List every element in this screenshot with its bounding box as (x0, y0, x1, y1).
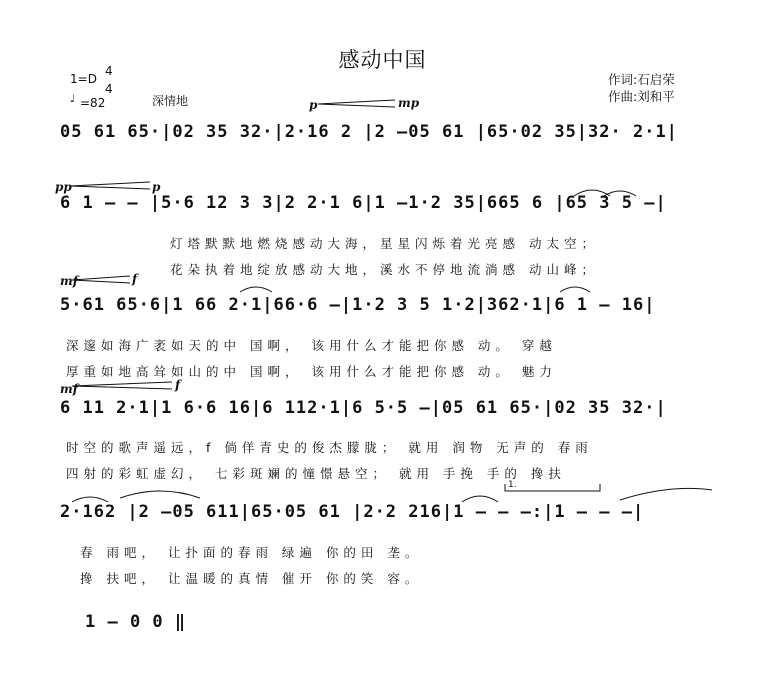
tempo-marking: =82 (80, 96, 106, 110)
lyricist-credit: 作词:石启荣 (608, 72, 675, 87)
music-line-2: 6 1 – – |5·6 12 3 3|2 2·1 6|1 –1·2 35|665 6 |65 3 5 –| (60, 193, 667, 213)
music-line-6: 1 – 0 0 ‖ (85, 612, 187, 632)
lyrics-line: 灯塔默默地燃烧感动大海，星星闪烁着光亮感 动太空； (170, 236, 599, 251)
volta-label: 1. (508, 480, 517, 490)
dynamic-marking: pp (55, 180, 72, 194)
dynamic-marking: mf (60, 382, 78, 396)
dynamic-marking: p (309, 98, 318, 112)
lyrics-line: 搀 扶吧， 让温暖的真情 催开 你的笑 容。 (80, 571, 423, 586)
dynamic-marking: p (152, 180, 161, 194)
key-signature: 1=D (70, 72, 97, 86)
music-line-5: 2·162 |2 –05 611|65·05 61 |2·2 216|1 – – –:|1 – – –| (60, 502, 645, 522)
expression-marking: 深情地 (152, 94, 189, 108)
music-line-1: 05 61 65·|02 35 32·|2·16 2 |2 –05 61 |65·02 35|32· 2·1| (60, 122, 678, 142)
lyrics-line: 厚重如地高耸如山的中 国啊， 该用什么才能把你感 动。 魅力 (66, 364, 557, 379)
music-line-4: 6 11 2·1|1 6·6 16|6 112·1|6 5·5 –|05 61 65·|02 35 32·| (60, 398, 667, 418)
lyrics-line: 花朵执着地绽放感动大地，溪水不停地流淌感 动山峰； (170, 262, 599, 277)
lyrics-line: 春 雨吧， 让扑面的春雨 绿遍 你的田 垄。 (80, 545, 423, 560)
lyrics-line: 时空的歌声遥远，f 倘佯青史的俊杰朦胧； 就用 润物 无声的 春雨 (66, 440, 593, 455)
time-signature-bottom: 4 (105, 82, 113, 96)
time-signature-top: 4 (105, 64, 113, 78)
composer-credit: 作曲:刘和平 (608, 89, 675, 104)
dynamic-marking: mf (60, 274, 78, 288)
lyrics-line: 深邃如海广袤如天的中 国啊， 该用什么才能把你感 动。 穿越 (66, 338, 557, 353)
dynamic-marking: f (132, 272, 138, 286)
quarter-note-icon: ♩ (70, 92, 76, 105)
song-title: 感动中国 (338, 48, 427, 72)
dynamic-marking: f (175, 378, 181, 392)
dynamic-marking: mp (398, 96, 420, 110)
lyrics-line: 四射的彩虹虚幻， 七彩斑斓的憧憬悬空； 就用 手挽 手的 搀扶 (66, 466, 566, 481)
music-line-3: 5·61 65·6|1 66 2·1|66·6 –|1·2 3 5 1·2|362·1|6 1 – 16| (60, 295, 656, 315)
